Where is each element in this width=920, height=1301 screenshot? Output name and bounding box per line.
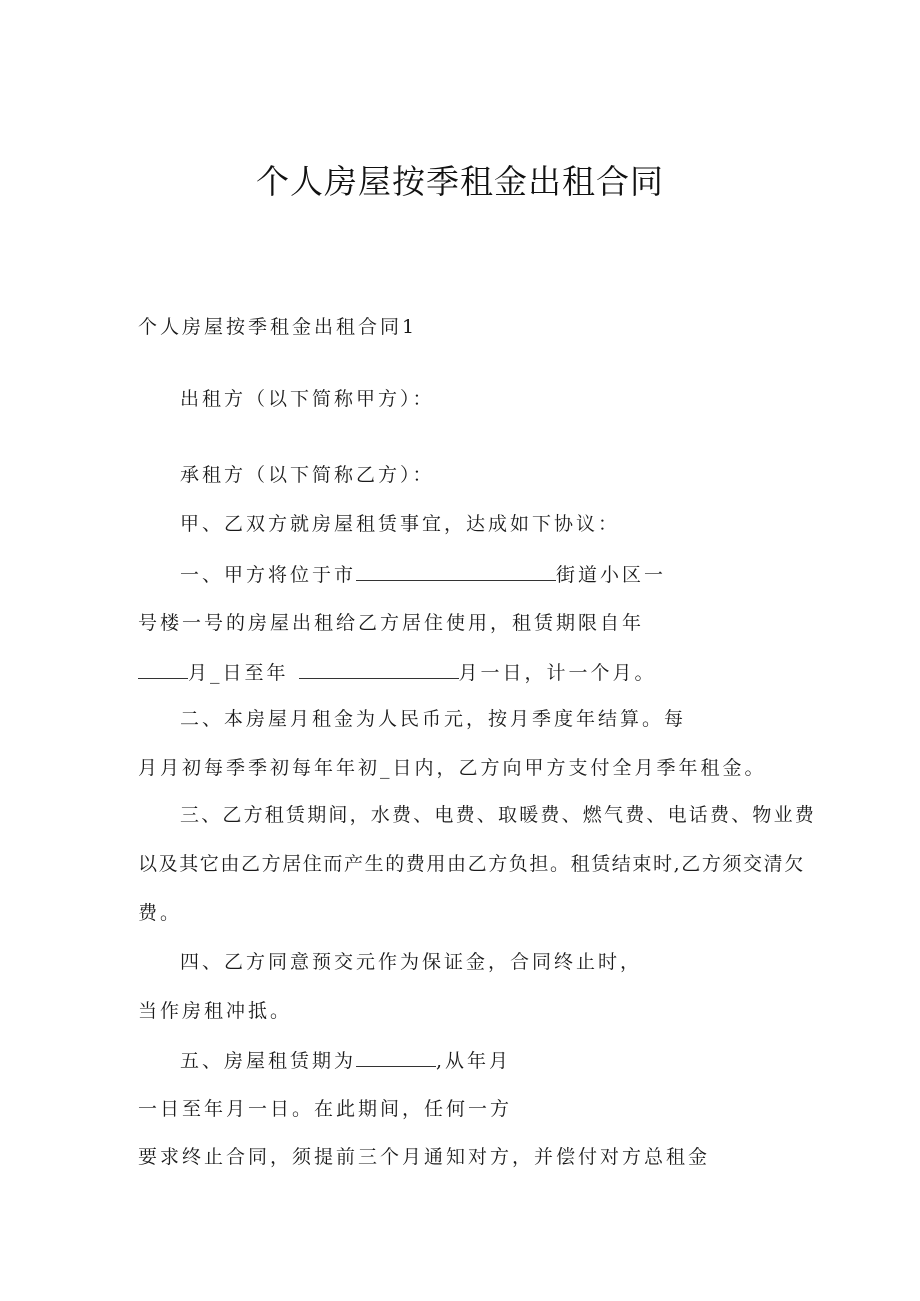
clause-5-line-2: 一日至年月一日。在此期间，任何一方: [138, 1098, 513, 1120]
clause-1-text-d: 月一日，计一个月。: [458, 662, 657, 684]
lessee-line: 承租方（以下简称乙方）：: [180, 464, 435, 486]
clause-5-line-1: [180, 1046, 511, 1075]
clause-3-line-3: 费。: [138, 902, 183, 924]
contract-heading: 个人房屋按季租金出租合同1: [138, 316, 418, 338]
lessor-line: 出租方（以下简称甲方）：: [180, 388, 435, 410]
end-date-blank: [299, 658, 459, 679]
page-title: 个人房屋按季租金出租合同: [256, 162, 664, 201]
clause-2-line-1: 二、本房屋月租金为人民币元，按月季度年结算。每: [180, 708, 687, 730]
clause-3-line-1: 三、乙方租赁期间，水费、电费、取暖费、燃气费、电话费、物业费: [180, 804, 817, 826]
clause-4-line-2: 当作房租冲抵。: [138, 1000, 293, 1022]
clause-1-line-2: 号楼一号的房屋出租给乙方居住使用，租赁期限自年: [138, 612, 645, 634]
intro-line: 甲、乙双方就房屋租赁事宜，达成如下协议：: [180, 513, 621, 535]
address-blank: [356, 560, 556, 581]
clause-5-line-3: 要求终止合同，须提前三个月通知对方，并偿付对方总租金: [138, 1146, 711, 1168]
clause-5-text-b: ,从年月: [436, 1050, 512, 1072]
clause-1-text-a: 一、甲方将位于市: [180, 564, 357, 586]
clause-4-line-1: 四、乙方同意预交元作为保证金，合同终止时，: [180, 951, 643, 973]
clause-1-line-3: [138, 658, 657, 687]
start-date-blank: [138, 658, 188, 679]
clause-1-text-b: 街道小区一: [556, 564, 667, 586]
clause-5-text-a: 五、房屋租赁期为: [180, 1050, 357, 1072]
clause-1-line-1: [180, 560, 666, 589]
clause-2-line-2: 月月初每季季初每年年初_日内，乙方向甲方支付全月季年租金。: [138, 757, 767, 779]
term-blank: [356, 1046, 436, 1067]
clause-3-line-2: 以及其它由乙方居住而产生的费用由乙方负担。租赁结束时,乙方须交清欠: [138, 853, 805, 875]
clause-1-text-c: 月_日至年: [188, 662, 289, 684]
